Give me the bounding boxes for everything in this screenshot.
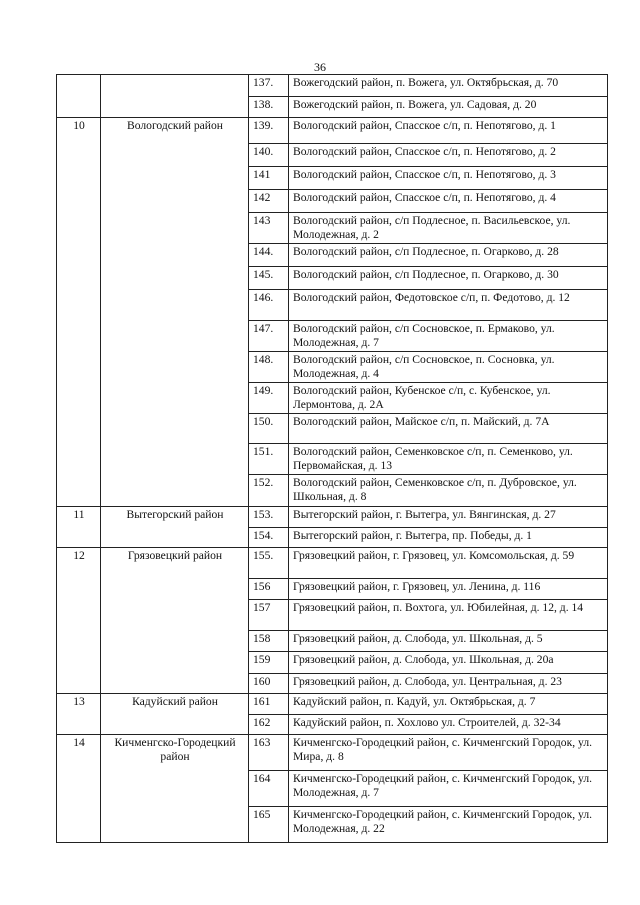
entry-address: Вологодский район, с/п Сосновское, п. Ермаково, ул. Молодежная, д. 7 [289, 321, 608, 352]
entry-address: Грязовецкий район, д. Слобода, ул. Школьная, д. 20а [289, 652, 608, 674]
entry-address: Вологодский район, с/п Сосновское, п. Сосновка, ул. Молодежная, д. 4 [289, 352, 608, 383]
entry-index: 165 [249, 807, 289, 843]
entry-address: Грязовецкий район, п. Вохтога, ул. Юбилейная, д. 12, д. 14 [289, 600, 608, 631]
entry-address: Кадуйский район, п. Хохлово ул. Строителей, д. 32-34 [289, 715, 608, 735]
entry-address: Вологодский район, Семенковское с/п, п. Дубровское, ул. Школьная, д. 8 [289, 475, 608, 507]
district-number [57, 75, 101, 118]
entry-index: 151. [249, 444, 289, 475]
entry-index: 146. [249, 290, 289, 321]
entry-index: 162 [249, 715, 289, 735]
entry-address: Вологодский район, Семенковское с/п, п. Семенково, ул. Первомайская, д. 13 [289, 444, 608, 475]
entry-index: 161 [249, 694, 289, 715]
district-name: Кадуйский район [101, 694, 249, 735]
entry-index: 160 [249, 674, 289, 694]
entry-address: Вологодский район, Кубенское с/п, с. Кубенское, ул. Лермонтова, д. 2А [289, 383, 608, 414]
entry-index: 154. [249, 528, 289, 548]
table-row [57, 507, 608, 528]
entry-address: Вожегодский район, п. Вожега, ул. Октябрьская, д. 70 [289, 75, 608, 97]
entry-index: 163 [249, 735, 289, 771]
entry-index: 141 [249, 167, 289, 190]
table-row [57, 118, 608, 144]
district-name [101, 75, 249, 118]
entry-address: Вологодский район, Федотовское с/п, п. Федотово, д. 12 [289, 290, 608, 321]
entry-address: Кадуйский район, п. Кадуй, ул. Октябрьская, д. 7 [289, 694, 608, 715]
table-row [57, 548, 608, 579]
entry-index: 153. [249, 507, 289, 528]
district-number: 12 [57, 548, 101, 694]
entry-address: Грязовецкий район, д. Слобода, ул. Центральная, д. 23 [289, 674, 608, 694]
entry-index: 137. [249, 75, 289, 97]
entry-address: Вологодский район, с/п Подлесное, п. Васильевское, ул. Молодежная, д. 2 [289, 213, 608, 244]
entry-index: 143 [249, 213, 289, 244]
page-number: 36 [314, 60, 326, 74]
entry-address: Грязовецкий район, г. Грязовец, ул. Ленина, д. 116 [289, 579, 608, 600]
entry-index: 156 [249, 579, 289, 600]
district-number: 11 [57, 507, 101, 548]
entry-index: 149. [249, 383, 289, 414]
entry-index: 155. [249, 548, 289, 579]
entry-index: 157 [249, 600, 289, 631]
district-name: Кичменгско-Городецкий район [101, 735, 249, 843]
entry-address: Вологодский район, Спасское с/п, п. Непотягово, д. 4 [289, 190, 608, 213]
entry-index: 142 [249, 190, 289, 213]
entry-index: 145. [249, 267, 289, 290]
district-name: Вологодский район [101, 118, 249, 507]
entry-index: 144. [249, 244, 289, 267]
entry-address: Кичменгско-Городецкий район, с. Кичменгский Городок, ул. Мира, д. 8 [289, 735, 608, 771]
entry-index: 150. [249, 414, 289, 444]
table-row [57, 694, 608, 715]
district-number: 14 [57, 735, 101, 843]
entry-address: Кичменгско-Городецкий район, с. Кичменгский Городок, ул. Молодежная, д. 22 [289, 807, 608, 843]
entry-index: 159 [249, 652, 289, 674]
address-table-body [57, 75, 608, 843]
address-table [56, 74, 608, 843]
entry-address: Грязовецкий район, д. Слобода, ул. Школьная, д. 5 [289, 631, 608, 652]
entry-index: 152. [249, 475, 289, 507]
entry-address: Вологодский район, Спасское с/п, п. Непотягово, д. 1 [289, 118, 608, 144]
entry-index: 147. [249, 321, 289, 352]
entry-address: Кичменгско-Городецкий район, с. Кичменгский Городок, ул. Молодежная, д. 7 [289, 771, 608, 807]
table-row [57, 735, 608, 771]
table-row [57, 75, 608, 97]
entry-address: Грязовецкий район, г. Грязовец, ул. Комсомольская, д. 59 [289, 548, 608, 579]
district-name: Вытегорский район [101, 507, 249, 548]
district-number: 10 [57, 118, 101, 507]
entry-index: 138. [249, 97, 289, 118]
entry-index: 140. [249, 144, 289, 167]
district-number: 13 [57, 694, 101, 735]
entry-index: 139. [249, 118, 289, 144]
entry-address: Вологодский район, Майское с/п, п. Майский, д. 7А [289, 414, 608, 444]
entry-index: 158 [249, 631, 289, 652]
entry-address: Вологодский район, Спасское с/п, п. Непотягово, д. 2 [289, 144, 608, 167]
entry-address: Вологодский район, с/п Подлесное, п. Огарково, д. 28 [289, 244, 608, 267]
entry-address: Вытегорский район, г. Вытегра, ул. Вянгинская, д. 27 [289, 507, 608, 528]
entry-address: Вологодский район, Спасское с/п, п. Непотягово, д. 3 [289, 167, 608, 190]
entry-index: 148. [249, 352, 289, 383]
district-name: Грязовецкий район [101, 548, 249, 694]
entry-address: Вытегорский район, г. Вытегра, пр. Победы, д. 1 [289, 528, 608, 548]
entry-index: 164 [249, 771, 289, 807]
entry-address: Вожегодский район, п. Вожега, ул. Садовая, д. 20 [289, 97, 608, 118]
entry-address: Вологодский район, с/п Подлесное, п. Огарково, д. 30 [289, 267, 608, 290]
